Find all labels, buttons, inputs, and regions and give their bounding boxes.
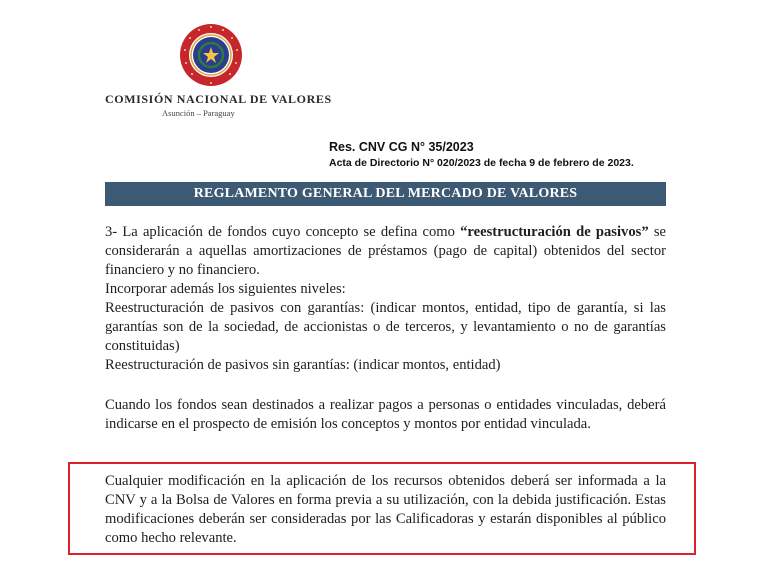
board-act: Acta de Directorio N° 020/2023 de fecha 9 de febrero de 2023. [329, 157, 634, 169]
organization-name: COMISIÓN NACIONAL DE VALORES [105, 92, 332, 106]
organization-city: Asunción – Paraguay [162, 108, 235, 118]
related-entities-paragraph: Cuando los fondos sean destinados a realizar pagos a personas o entidades vinculadas, deberá indicarse en el prospecto de emisión los conceptos y montos por entidad vinculada. [105, 397, 666, 432]
highlighted-paragraph: Cualquier modificación en la aplicación de los recursos obtenidos deberá ser informada a la CNV y a la Bolsa de Valores en forma previa a su utilización, con la debida justificación. Estas modificaciones deberán ser consideradas por las Calificadoras y estarán disponibles al público como hecho relevante. [105, 473, 666, 546]
section-3-intro: 3- La aplicación de fondos cuyo concepto se defina como “reestructuración de pasivos” se considerarán a aquellas amortizaciones de préstamos (pago de capital) obtenidos del sector financiero y no financiero. [105, 224, 666, 278]
term-restructuring: “reestructuración de pasivos” [460, 224, 649, 240]
level-with-guarantees: Reestructuración de pasivos con garantías: (indicar montos, entidad, tipo de garantía, si las garantías son de la sociedad, de accionistas o de terceros, y levantamiento o no de garantías constituidas) [105, 300, 666, 354]
levels-intro: Incorporar además los siguientes niveles: [105, 281, 346, 297]
section-3-body [105, 223, 666, 375]
regulation-title-banner: REGLAMENTO GENERAL DEL MERCADO DE VALORES [105, 182, 666, 206]
paraguay-seal-icon [178, 22, 244, 88]
resolution-reference [329, 139, 634, 170]
level-without-guarantees: Reestructuración de pasivos sin garantías: (indicar montos, entidad) [105, 357, 501, 373]
resolution-number: Res. CNV CG N° 35/2023 [329, 140, 474, 154]
